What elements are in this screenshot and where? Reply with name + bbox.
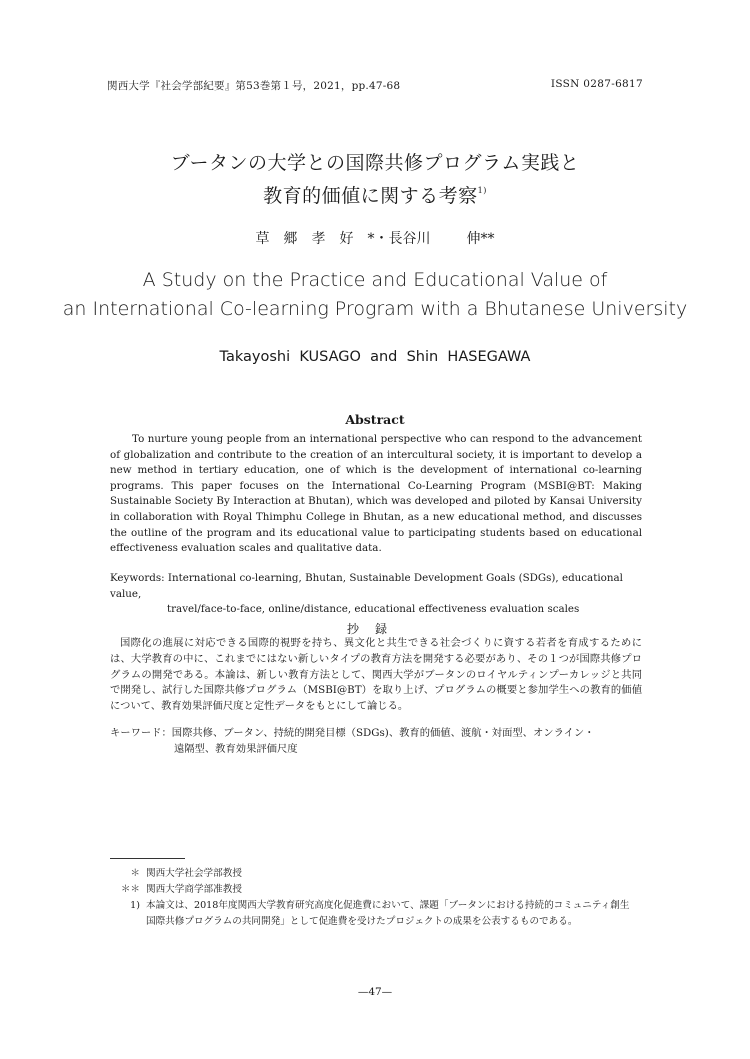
author2-mark: **: [480, 231, 495, 247]
keywords-ja: [110, 726, 648, 758]
shoroku-body: 国際化の進展に対応できる国際的視野を持ち、異文化と共生できる社会づくりに資する若者を育成するためには、大学教育の中に、これまでにはない新しいタイプの教育方法を開発する必要があり、その１つが国際共修プログラムの開発である。本論は、新しい教育方法として、関西大学がブータンのロイヤルティンプーカレッジと共同で開発し、試行した国際共修プログラム（MSBI@BT）を取り上げ、プログラムの概要と参加学生への教育的価値について、教育効果評価尺度と定性データをもとにして論じる。: [110, 637, 642, 713]
title-ja-line1: ブータンの大学との国際共修プログラム実践と: [170, 152, 580, 174]
footnote-3-text: 本論文は、2018年度関西大学教育研究高度化促進費において、課題「ブータンにおける持続的コミュニティ創生国際共修プログラムの共同開発」として促進費を受けたプロジェクトの成果を公表するものである。: [146, 900, 630, 927]
footnote-1-mark: ＊: [130, 868, 140, 879]
title-footnote-ref: 1): [477, 186, 487, 195]
keywords-en-label: Keywords:: [110, 572, 165, 584]
author2-ja-given: 伸: [466, 231, 481, 247]
footnote-2-text: 関西大学商学部准教授: [146, 884, 242, 895]
keywords-en-line1: International co-learning, Bhutan, Sustainable Development Goals (SDGs), educational value,: [110, 572, 623, 600]
header-citation: 関西大学『社会学部紀要』第53巻第１号，2021，pp.47-68: [107, 80, 401, 92]
keywords-ja-line1: 国際共修、ブータン、持続的開発目標（SDGs)、教育的価値、渡航・対面型、オンライン・: [171, 727, 595, 739]
footnote-3-mark: 1): [130, 900, 140, 911]
page-number: —47—: [357, 986, 393, 998]
header-issn: ISSN 0287-6817: [550, 78, 643, 90]
footnote-3: [110, 898, 636, 929]
shoroku-heading: 抄録: [346, 622, 403, 636]
authors-ja: [0, 228, 750, 248]
author-separator: ・: [374, 231, 389, 247]
footnote-1: [110, 866, 242, 882]
title-en-line2: an International Co-learning Program with a Bhutanese University: [62, 298, 688, 320]
authors-en: Takayoshi KUSAGO and Shin HASEGAWA: [219, 349, 531, 365]
author1-ja: 草郷孝好: [255, 231, 368, 247]
author2-ja-surname: 長谷川: [388, 231, 431, 247]
title-en-line1: A Study on the Practice and Educational Value of: [142, 269, 608, 291]
abstract-body: To nurture young people from an international perspective who can respond to the advancement of globalization and contribute to the creation of an intercultural society, it is important to develop a new method in tertiary education, one of which is the development of international co-learning programs. This paper focuses on the International Co-Learning Program (MSBI@BT: Making Sustainable Society By Interaction at Bhutan), which was developed and piloted by Kansai University in collaboration with Royal Thimphu College in Bhutan, as a new educational method, and discusses the outline of the program and its educational value to participating students based on educational effectiveness evaluation scales and qualitative data.: [110, 433, 642, 555]
title-ja-line2-text: 教育的価値に関する考察: [263, 185, 478, 207]
title-ja-line2: [0, 177, 750, 210]
keywords-ja-label: キーワード：: [110, 727, 172, 739]
keywords-en-line2: travel/face-to-face, online/distance, educational effectiveness evaluation scales: [167, 603, 580, 616]
author1-mark: *: [367, 231, 375, 247]
keywords-ja-line2: 遠隔型、教育効果評価尺度: [174, 742, 298, 755]
keywords-en: [110, 571, 648, 618]
footnote-rule: [110, 858, 185, 859]
abstract-heading: Abstract: [345, 412, 405, 427]
footnote-2-mark: ＊＊: [120, 884, 140, 895]
footnote-1-text: 関西大学社会学部教授: [146, 868, 242, 879]
footnote-2: [110, 882, 242, 898]
